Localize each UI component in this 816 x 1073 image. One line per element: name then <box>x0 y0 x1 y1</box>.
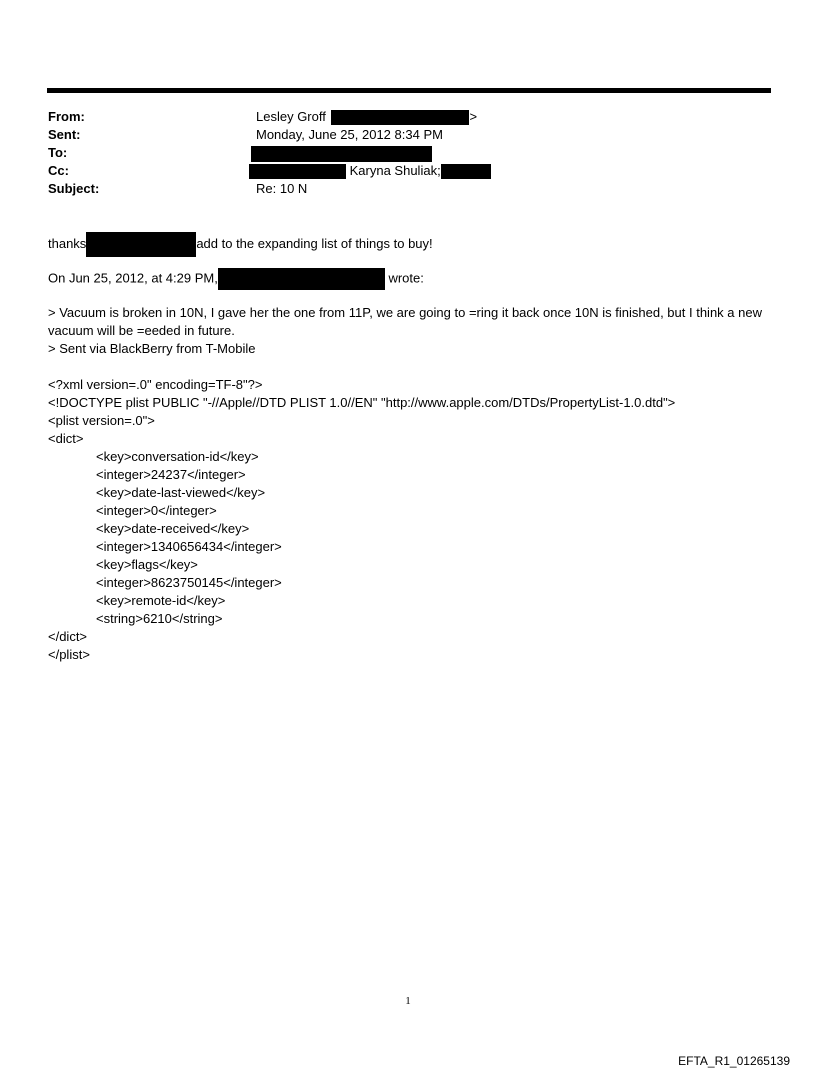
xml-line: <key>date-received</key> <box>96 521 250 536</box>
reply-line <box>48 232 770 250</box>
subject-value: Re: 10 N <box>256 181 308 196</box>
redaction-box <box>331 110 469 125</box>
xml-line: <key>date-last-viewed</key> <box>96 485 266 500</box>
cc-name: Karyna Shuliak; <box>349 163 441 178</box>
header-rule <box>47 88 771 93</box>
xml-line: <string>6210</string> <box>96 611 223 626</box>
to-row <box>48 144 768 162</box>
cc-value <box>249 162 491 180</box>
xml-line: </plist> <box>48 647 90 662</box>
sent-label: Sent: <box>48 127 81 142</box>
xml-line: <plist version=.0"> <box>48 413 155 428</box>
sent-value: Monday, June 25, 2012 8:34 PM <box>256 127 443 142</box>
to-value <box>251 144 432 162</box>
redaction-box <box>441 164 491 179</box>
reply-start: thanks <box>48 235 87 251</box>
document-id: EFTA_R1_01265139 <box>678 1054 790 1068</box>
redaction-box <box>218 268 385 290</box>
from-bracket: > <box>469 109 478 124</box>
spacer <box>48 286 770 304</box>
xml-line: <?xml version=.0" encoding=TF-8"?> <box>48 377 263 392</box>
xml-line: <integer>1340656434</integer> <box>96 539 282 554</box>
xml-line: <key>flags</key> <box>96 557 198 572</box>
cc-row <box>48 162 768 180</box>
redaction-box <box>249 164 346 179</box>
email-header <box>48 108 768 198</box>
quote-intro-end: wrote: <box>388 270 424 286</box>
xml-line: </dict> <box>48 629 88 644</box>
quoted-signature: > Sent via BlackBerry from T-Mobile <box>48 341 256 356</box>
spacer <box>48 358 770 376</box>
quoted-text: > Vacuum is broken in 10N, I gave her the one from 11P, we are going to =ring it back once 10N is finished, but I think a new vacuum will be =eeded in future. <box>48 305 762 338</box>
from-value <box>256 108 477 126</box>
redaction-box <box>86 232 196 257</box>
from-label: From: <box>48 109 85 124</box>
to-label: To: <box>48 145 68 160</box>
cc-label: Cc: <box>48 163 69 178</box>
xml-line: <key>remote-id</key> <box>96 593 226 608</box>
xml-line: <integer>24237</integer> <box>96 467 246 482</box>
quote-intro-line <box>48 268 770 286</box>
email-body <box>48 232 770 664</box>
xml-line: <integer>0</integer> <box>96 503 217 518</box>
reply-end: add to the expanding list of things to buy! <box>196 235 433 251</box>
from-name: Lesley Groff <box>256 109 326 124</box>
page-number: 1 <box>405 995 411 1007</box>
sent-row <box>48 126 768 144</box>
from-row <box>48 108 768 126</box>
xml-line: <integer>8623750145</integer> <box>96 575 282 590</box>
xml-line: <!DOCTYPE plist PUBLIC "-//Apple//DTD PLIST 1.0//EN" "http://www.apple.com/DTDs/PropertyList-1.0.dtd"> <box>48 395 676 410</box>
redaction-box <box>251 146 432 162</box>
subject-row <box>48 180 768 198</box>
quote-intro-start: On Jun 25, 2012, at 4:29 PM, <box>48 270 218 286</box>
subject-label: Subject: <box>48 181 100 196</box>
xml-line: <key>conversation-id</key> <box>96 449 259 464</box>
xml-line: <dict> <box>48 431 84 446</box>
